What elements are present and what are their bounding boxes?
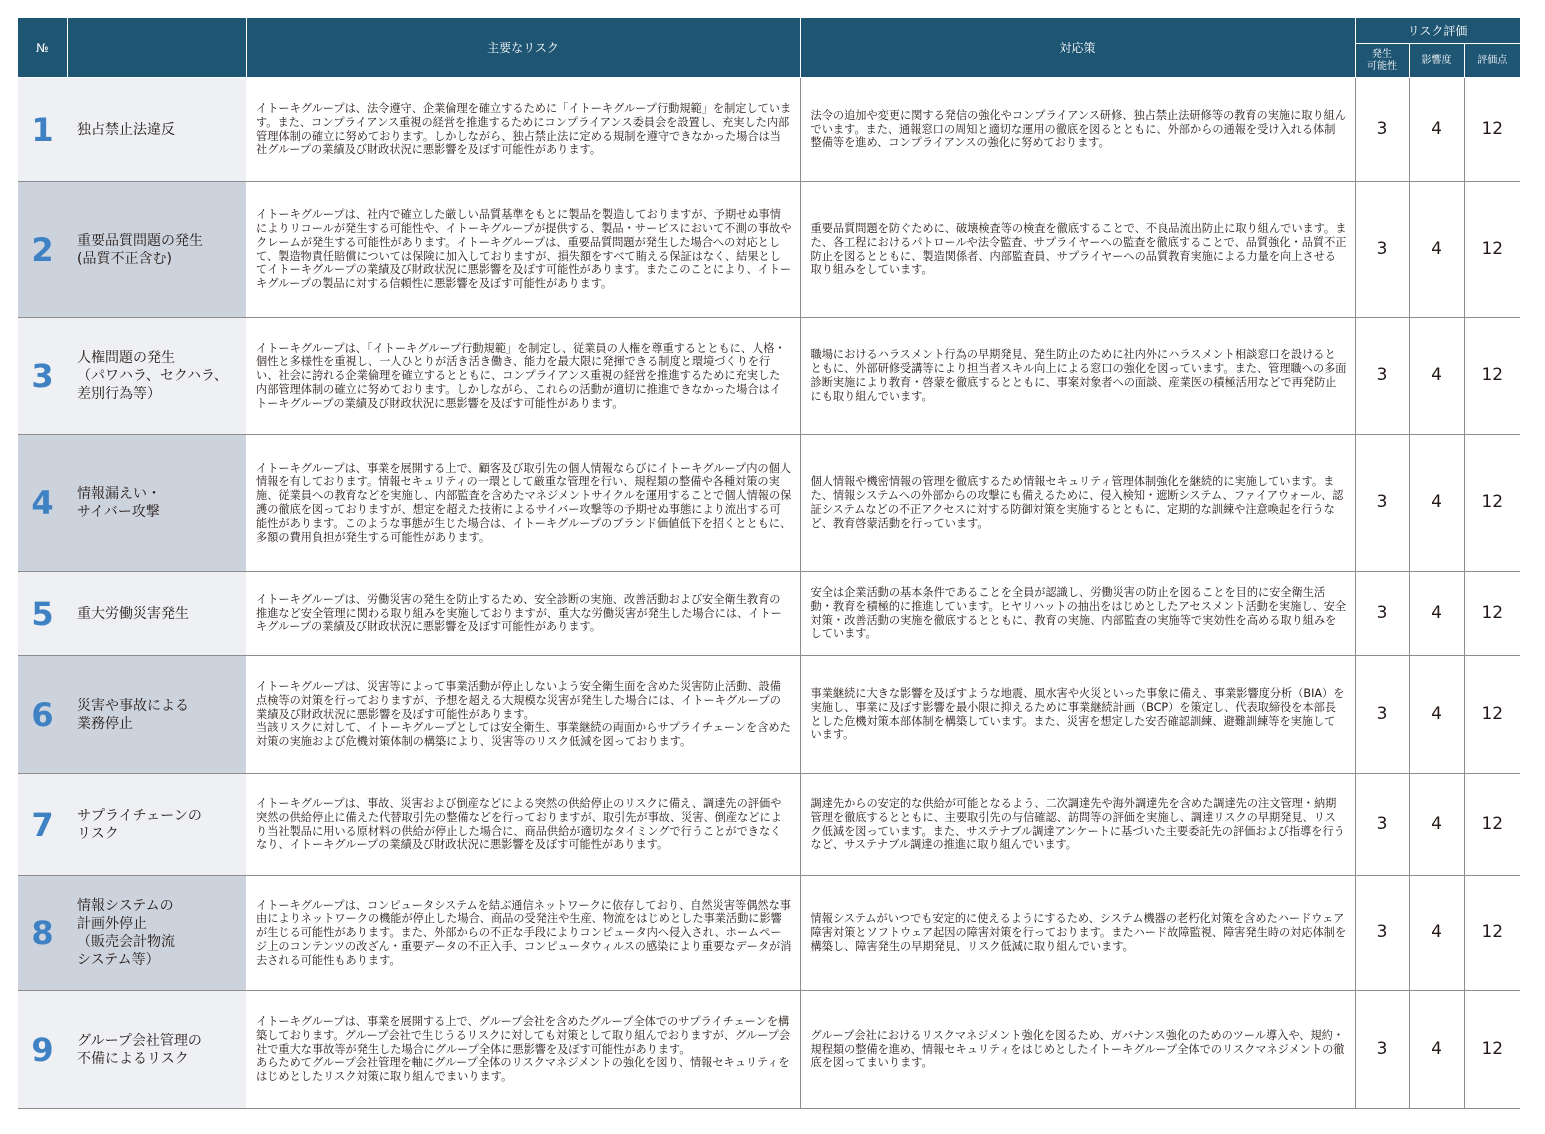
table-row	[18, 774, 1520, 876]
risk-description: イトーキグループは、労働災害の発生を防止するため、安全診断の実施、改善活動および安全衛生教育の推進など安全管理に関わる取り組みを実施しておりますが、重大な労働災害が発生した場合には、イトーキグループの業績及び財政状況に悪影響を及ぼす可能性があります。	[246, 572, 800, 656]
impact-value: 4	[1409, 435, 1464, 572]
header-risk: 主要なリスク	[246, 18, 800, 78]
risk-measure: 情報システムがいつでも安定的に使えるようにするため、システム機器の老朽化対策を含めたハードウェア障害対策とソフトウェア起因の障害対策を行っております。またハード故障監視、障害発生時の対応体制を構築し、障害発生の早期発見、リスク低減に取り組んでいます。	[800, 876, 1355, 991]
risk-number: 1	[18, 78, 67, 182]
impact-value: 4	[1409, 656, 1464, 774]
risk-number: 9	[18, 991, 67, 1109]
impact-value: 4	[1409, 876, 1464, 991]
score-value: 12	[1464, 182, 1520, 318]
score-value: 12	[1464, 774, 1520, 876]
likelihood-value: 3	[1355, 572, 1409, 656]
risk-name: グループ会社管理の 不備によるリスク	[67, 991, 246, 1109]
risk-measure: 調達先からの安定的な供給が可能となるよう、二次調達先や海外調達先を含めた調達先の注文管理・納期管理を徹底するとともに、主要取引先の与信確認、訪問等の評価を実施し、調達リスクの早期発見、リスク低減を図っています。また、サステナブル調達アンケートに基づいた主要委託先の評価および指導を行うなど、サステナブル調達の推進に取り組んでいます。	[800, 774, 1355, 876]
header-measures: 対応策	[800, 18, 1355, 78]
risk-number: 2	[18, 182, 67, 318]
likelihood-value: 3	[1355, 876, 1409, 991]
risk-name: 情報漏えい・ サイバー攻撃	[67, 435, 246, 572]
score-value: 12	[1464, 572, 1520, 656]
impact-value: 4	[1409, 182, 1464, 318]
risk-description: イトーキグループは、事業を展開する上で、顧客及び取引先の個人情報ならびにイトーキグループ内の個人情報を有しております。情報セキュリティの一環として厳重な管理を行い、規程類の整備や各種対策の実施、従業員への教育などを実施し、内部監査を含めたマネジメントサイクルを運用することで個人情報の保護の徹底を図っておりますが、想定を超えた技術によるサイバー攻撃等の予期せぬ事態により流出する可能性があります。このような事態が生じた場合は、イトーキグループのブランド価値低下を招くとともに、多額の費用負担が発生する可能性があります。	[246, 435, 800, 572]
score-value: 12	[1464, 876, 1520, 991]
risk-name: 人権問題の発生 （パワハラ、セクハラ、 差別行為等）	[67, 318, 246, 435]
risk-number: 3	[18, 318, 67, 435]
risk-measure: 個人情報や機密情報の管理を徹底するため情報セキュリティ管理体制強化を継続的に実施しています。また、情報システムへの外部からの攻撃にも備えるために、侵入検知・遮断システム、ファイアウォール、認証システムなどの不正アクセスに対する防御対策を実施するとともに、定期的な訓練や注意喚起を行うなど、教育啓蒙活動を行っています。	[800, 435, 1355, 572]
risk-measure: 職場におけるハラスメント行為の早期発見、発生防止のために社内外にハラスメント相談窓口を設けるとともに、外部研修受講等により担当者スキル向上による窓口の強化を図っています。また、管理職への多面診断実施により教育・啓蒙を徹底するとともに、事案対象者への面談、産業医の積極活用などで再発防止にも取り組んでいます。	[800, 318, 1355, 435]
risk-name: 重要品質問題の発生 (品質不正含む)	[67, 182, 246, 318]
likelihood-value: 3	[1355, 435, 1409, 572]
likelihood-value: 3	[1355, 182, 1409, 318]
risk-number: 6	[18, 656, 67, 774]
header-no: №	[18, 18, 67, 78]
risk-measure: 重要品質問題を防ぐために、破壊検査等の検査を徹底することで、不良品流出防止に取り組んでいます。また、各工程におけるパトロールや法令監査、サプライヤーへの監査を徹底することで、品質強化・品質不正防止を図るとともに、製造関係者、内部監査員、サプライヤーへの品質教育実施による力量を向上させる取り組みをしています。	[800, 182, 1355, 318]
likelihood-value: 3	[1355, 78, 1409, 182]
header-name	[67, 18, 246, 78]
impact-value: 4	[1409, 991, 1464, 1109]
score-value: 12	[1464, 435, 1520, 572]
risk-measure: 法令の追加や変更に関する発信の強化やコンプライアンス研修、独占禁止法研修等の教育の実施に取り組んでいます。また、通報窓口の周知と適切な運用の徹底を図るとともに、外部からの通報を受け入れる体制整備等を進め、コンプライアンスの強化に努めております。	[800, 78, 1355, 182]
likelihood-value: 3	[1355, 774, 1409, 876]
risk-measure: 事業継続に大きな影響を及ぼすような地震、風水害や火災といった事象に備え、事業影響度分析（BIA）を実施し、事業に及ぼす影響を最小限に抑えるために事業継続計画（BCP）を策定し、代表取締役を本部長とした危機対策本部体制を構築しています。また、災害を想定した安否確認訓練、避難訓練等を実施しています。	[800, 656, 1355, 774]
table-row	[18, 991, 1520, 1109]
impact-value: 4	[1409, 774, 1464, 876]
risk-description: イトーキグループは、事業を展開する上で、グループ会社を含めたグループ全体でのサプライチェーンを構築しております。グループ会社で生じうるリスクに対しても対策として取り組んでおりますが、グループ会社で重大な事故等が発生した場合にグループ全体に悪影響を及ぼす可能性があります。 あらためてグループ会社管理を軸にグループ全体のリスクマネジメントの強化を図り、情報セキュリティをはじめとしたリスク対策に取り組んでまいります。	[246, 991, 800, 1109]
table-row	[18, 318, 1520, 435]
score-value: 12	[1464, 656, 1520, 774]
impact-value: 4	[1409, 572, 1464, 656]
table-row	[18, 78, 1520, 182]
likelihood-value: 3	[1355, 318, 1409, 435]
header-evaluation: リスク評価	[1355, 18, 1520, 44]
risk-measure: 安全は企業活動の基本条件であることを全員が認識し、労働災害の防止を図ることを目的に安全衛生活動・教育を積極的に推進しています。ヒヤリハットの抽出をはじめとしたアセスメント活動を実施し、安全対策・改善活動の実施を徹底するとともに、教育の実施、内部監査の実施等で実効性を高める取り組みをしています。	[800, 572, 1355, 656]
table-row	[18, 656, 1520, 774]
table-row	[18, 435, 1520, 572]
header-impact: 影響度	[1409, 44, 1464, 78]
risk-description: イトーキグループは、コンピュータシステムを結ぶ通信ネットワークに依存しており、自然災害等偶然な事由によりネットワークの機能が停止した場合、商品の受発注や生産、物流をはじめとした事業活動に影響が生じる可能性があります。また、外部からの不正な手段によりコンピュータ内へ侵入され、ホームページ上のコンテンツの改ざん・重要データの不正入手、コンピュータウィルスの感染により重要なデータが消去される可能性もあります。	[246, 876, 800, 991]
risk-name: 独占禁止法違反	[67, 78, 246, 182]
risk-table	[18, 18, 1521, 1109]
header-likelihood: 発生 可能性	[1355, 44, 1409, 78]
impact-value: 4	[1409, 318, 1464, 435]
risk-description: イトーキグループは、事故、災害および倒産などによる突然の供給停止のリスクに備え、調達先の評価や突然の供給停止に備えた代替取引先の整備などを行っておりますが、取引先が事故、災害、倒産などにより当社製品に用いる原材料の供給が停止した場合に、商品供給が適切なタイミングで行うことができなくなり、イトーキグループの業績及び財政状況に悪影響を及ぼす可能性があります。	[246, 774, 800, 876]
risk-description: イトーキグループは、社内で確立した厳しい品質基準をもとに製品を製造しておりますが、予期せぬ事情によりリコールが発生する可能性や、イトーキグループが提供する、製品・サービスにおいて不測の事故やクレームが発生する可能性があります。イトーキグループは、重要品質問題が発生した場合への対応として、製造物責任賠償については保険に加入しておりますが、損失額をすべて賄える保証はなく、結果としてイトーキグループの業績及び財政状況に悪影響を及ぼす可能性があります。またこのことにより、イトーキグループの製品に対する信頼性に悪影響を及ぼす可能性があります。	[246, 182, 800, 318]
risk-description: イトーキグループは、「イトーキグループ行動規範」を制定し、従業員の人権を尊重するとともに、人格・個性と多様性を重視し、一人ひとりが活き活き働き、能力を最大限に発揮できる制度と環境づくりを行い、社会に誇れる企業倫理を確立するとともに、コンプライアンス重視の経営を推進するために充実した内部管理体制の確立に努めております。しかしながら、これらの活動が適切に推進できなかった場合はイトーキグループの業績及び財政状況に悪影響を及ぼす可能性があります。	[246, 318, 800, 435]
table-row	[18, 182, 1520, 318]
likelihood-value: 3	[1355, 991, 1409, 1109]
risk-name: 災害や事故による 業務停止	[67, 656, 246, 774]
impact-value: 4	[1409, 78, 1464, 182]
risk-number: 5	[18, 572, 67, 656]
table-row	[18, 572, 1520, 656]
risk-name: 重大労働災害発生	[67, 572, 246, 656]
risk-measure: グループ会社におけるリスクマネジメント強化を図るため、ガバナンス強化のためのツール導入や、規約・規程類の整備を進め、情報セキュリティをはじめとしたイトーキグループ全体でのリスクマネジメントの徹底を図ってまいります。	[800, 991, 1355, 1109]
risk-number: 8	[18, 876, 67, 991]
score-value: 12	[1464, 78, 1520, 182]
risk-name: サプライチェーンの リスク	[67, 774, 246, 876]
header-score: 評価点	[1464, 44, 1520, 78]
score-value: 12	[1464, 991, 1520, 1109]
likelihood-value: 3	[1355, 656, 1409, 774]
score-value: 12	[1464, 318, 1520, 435]
risk-name: 情報システムの 計画外停止 （販売会計物流 システム等）	[67, 876, 246, 991]
table-row	[18, 876, 1520, 991]
risk-description: イトーキグループは、法令遵守、企業倫理を確立するために「イトーキグループ行動規範」を制定しています。また、コンプライアンス重視の経営を推進するためにコンプライアンス委員会を設置し、充実した内部管理体制の確立に努めております。しかしながら、独占禁止法に定める規制を遵守できなかった場合は当社グループの業績及び財政状況に悪影響を及ぼす可能性があります。	[246, 78, 800, 182]
risk-number: 7	[18, 774, 67, 876]
risk-number: 4	[18, 435, 67, 572]
risk-description: イトーキグループは、災害等によって事業活動が停止しないよう安全衛生面を含めた災害防止活動、設備点検等の対策を行っておりますが、予想を超える大規模な災害が発生した場合には、イトーキグループの業績及び財政状況に悪影響を及ぼす可能性があります。 当該リスクに対して、イトーキグループとしては安全衛生、事業継続の両面からサプライチェーンを含めた対策の実施および危機対策体制の構築により、災害等のリスク低減を図っております。	[246, 656, 800, 774]
